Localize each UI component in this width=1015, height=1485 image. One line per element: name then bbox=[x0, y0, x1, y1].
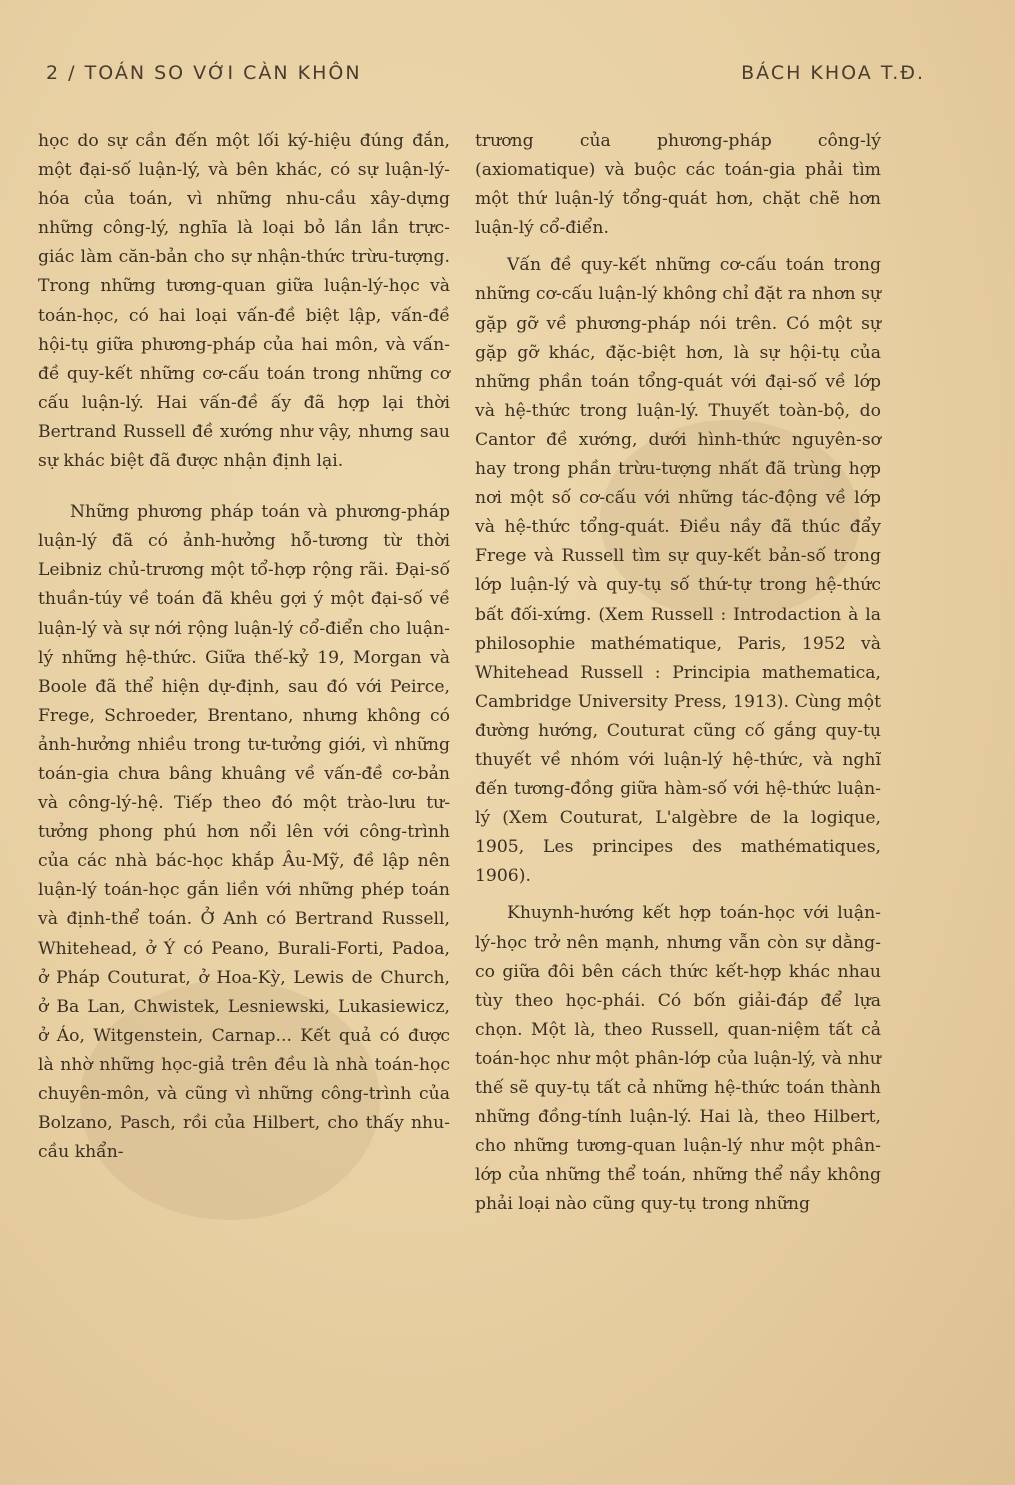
right-column bbox=[475, 127, 881, 1219]
header-left: 2 / TOÁN SO VỚI CÀN KHÔN bbox=[46, 62, 362, 84]
paragraph: Những phương pháp toán và phương-pháp luận-lý đã có ảnh-hưởng hỗ-tương từ thời Leibniz chủ-trương một tổ-hợp rộng rãi. Đại-số thuần-túy về toán đã khêu gợi ý một đại-số về luận-lý và sự nới rộng luận-lý cổ-điển cho luận-lý những hệ-thức. Giữa thế-kỷ 19, Morgan và Boole đã thể hiện dự-định, sau đó với Peirce, Frege, Schroeder, Brentano, nhưng không có ảnh-hưởng nhiều trong tư-tưởng giới, vì những toán-gia chưa bâng khuâng về vấn-đề cơ-bản và công-lý-hệ. Tiếp theo đó một trào-lưu tư-tưởng phong phú hơn nổi lên với công-trình của các nhà bác-học khắp Âu-Mỹ, đề lập nên luận-lý toán-học gắn liền với những phép toán và định-thể toán. Ở Anh có Bertrand Russell, Whitehead, ở Ý có Peano, Burali-Forti, Padoa, ở Pháp Couturat, ở Hoa-Kỳ, Lewis de Church, ở Ba Lan, Chwistek, Lesniewski, Lukasiewicz, ở Áo, Witgenstein, Carnap... Kết quả có được là nhờ những học-giả trên đều là nhà toán-học chuyên-môn, và cũng vì những công-trình của Bolzano, Pasch, rồi của Hilbert, cho thấy nhu-cầu khẩn- bbox=[38, 502, 450, 1163]
running-header bbox=[46, 62, 925, 94]
paragraph: học do sự cần đến một lối ký-hiệu đúng đắn, một đại-số luận-lý, và bên khác, có sự luận-lý-hóa của toán, vì những nhu-cầu xây-dựng những công-lý, nghĩa là loại bỏ lần lần trực-giác làm căn-bản cho sự nhận-thức trừu-tượng. Trong những tương-quan giữa luận-lý-học và toán-học, có hai loại vấn-đề biệt lập, vấn-đề hội-tụ giữa phương-pháp của hai môn, và vấn-đề quy-kết những cơ-cấu toán trong những cơ cấu luận-lý. Hai vấn-đề ấy đã hợp lại thời Bertrand Russell đề xướng như vậy, nhưng sau sự khác biệt đã được nhận định lại. bbox=[38, 131, 450, 472]
page-number: 2 bbox=[46, 62, 61, 84]
left-column bbox=[38, 127, 450, 1167]
publication-name: BÁCH KHOA T.Đ. bbox=[741, 62, 925, 84]
paragraph: Vấn đề quy-kết những cơ-cấu toán trong những cơ-cấu luận-lý không chỉ đặt ra nhơn sự gặp gỡ về phương-pháp nói trên. Có một sự gặp gỡ khác, đặc-biệt hơn, là sự hội-tụ của những phần toán tổng-quát với đại-số về lớp và hệ-thức trong luận-lý. Thuyết toàn-bộ, do Cantor đề xướng, dưới hình-thức nguyên-sơ hay trong phần trừu-tượng nhất đã trùng hợp nơi một số cơ-cấu với những tác-động về lớp và hệ-thức tổng-quát. Điều nầy đã thúc đẩy Frege và Russell tìm sự quy-kết bản-số trong lớp luận-lý và quy-tụ số thứ-tự trong hệ-thức bất đối-xứng. (Xem Russell : Introdaction à la philosophie mathématique, Paris, 1952 và Whitehead Russell : Principia mathematica, Cambridge University Press, 1913). Cùng một đường hướng, Couturat cũng cố gắng quy-tụ thuyết về nhóm với luận-lý hệ-thức, và nghĩ đến tương-đồng giữa hàm-số với hệ-thức luận-lý (Xem Couturat, L'algèbre de la logique, 1905, Les principes des mathématiques, 1906). bbox=[475, 255, 881, 887]
paragraph: trương của phương-pháp công-lý (axiomatique) và buộc các toán-gia phải tìm một thứ luận-lý tổng-quát hơn, chặt chẽ hơn luận-lý cổ-điển. bbox=[475, 131, 881, 239]
paragraph: Khuynh-hướng kết hợp toán-học với luận-lý-học trở nên mạnh, nhưng vẫn còn sự dằng-co giữa đôi bên cách thức kết-hợp khác nhau tùy theo học-phái. Có bốn giải-đáp để lựa chọn. Một là, theo Russell, quan-niệm tất cả toán-học như một phân-lớp của luận-lý, và như thế sẽ quy-tụ tất cả những hệ-thức toán thành những đồng-tính luận-lý. Hai là, theo Hilbert, cho những tương-quan luận-lý như một phân-lớp của những thể toán, những thể nầy không phải loại nào cũng quy-tụ trong những bbox=[475, 903, 881, 1215]
section-title: TOÁN SO VỚI CÀN KHÔN bbox=[84, 62, 362, 84]
